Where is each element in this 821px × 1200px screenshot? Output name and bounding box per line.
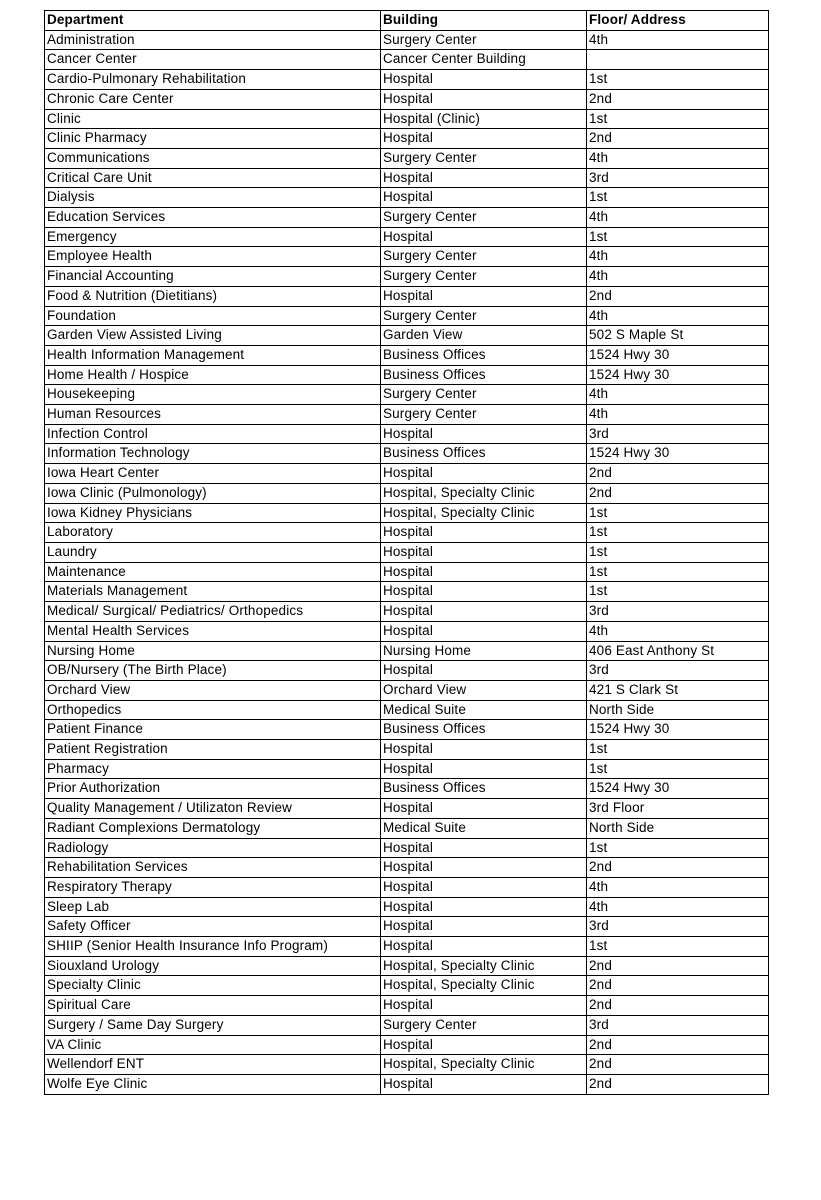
floor-address-cell <box>587 50 769 70</box>
table-row <box>45 345 769 365</box>
building-cell: Hospital, Specialty Clinic <box>381 483 587 503</box>
table-row <box>45 937 769 957</box>
floor-address-cell: 1st <box>587 582 769 602</box>
department-cell: Radiology <box>45 838 381 858</box>
department-cell: Infection Control <box>45 424 381 444</box>
floor-address-cell: 4th <box>587 148 769 168</box>
building-cell: Hospital <box>381 424 587 444</box>
floor-address-cell: 3rd <box>587 602 769 622</box>
floor-address-cell: 1st <box>587 759 769 779</box>
table-row <box>45 50 769 70</box>
building-cell: Hospital <box>381 897 587 917</box>
building-cell: Surgery Center <box>381 148 587 168</box>
floor-address-cell: 1st <box>587 227 769 247</box>
building-cell: Hospital <box>381 168 587 188</box>
floor-address-cell: 2nd <box>587 129 769 149</box>
table-row <box>45 858 769 878</box>
floor-address-cell: 2nd <box>587 464 769 484</box>
floor-address-cell: 1st <box>587 838 769 858</box>
department-cell: Foundation <box>45 306 381 326</box>
table-row <box>45 247 769 267</box>
floor-address-cell: 502 S Maple St <box>587 326 769 346</box>
table-row <box>45 1074 769 1094</box>
table-row <box>45 562 769 582</box>
building-cell: Hospital <box>381 523 587 543</box>
building-cell: Hospital <box>381 542 587 562</box>
floor-address-cell: 2nd <box>587 976 769 996</box>
floor-address-cell: 4th <box>587 385 769 405</box>
table-row <box>45 976 769 996</box>
table-row <box>45 405 769 425</box>
building-cell: Surgery Center <box>381 30 587 50</box>
building-cell: Hospital <box>381 188 587 208</box>
floor-address-cell: 1st <box>587 740 769 760</box>
building-cell: Hospital <box>381 1035 587 1055</box>
department-cell: Dialysis <box>45 188 381 208</box>
building-cell: Hospital, Specialty Clinic <box>381 976 587 996</box>
department-cell: Orchard View <box>45 680 381 700</box>
department-cell: Quality Management / Utilizaton Review <box>45 799 381 819</box>
department-cell: Administration <box>45 30 381 50</box>
table-row <box>45 129 769 149</box>
table-row <box>45 542 769 562</box>
department-cell: Materials Management <box>45 582 381 602</box>
building-cell: Hospital <box>381 464 587 484</box>
floor-address-cell: 3rd <box>587 1015 769 1035</box>
table-row <box>45 148 769 168</box>
table-row <box>45 523 769 543</box>
building-cell: Surgery Center <box>381 208 587 228</box>
building-cell: Hospital <box>381 562 587 582</box>
department-cell: Education Services <box>45 208 381 228</box>
table-row <box>45 227 769 247</box>
table-row <box>45 582 769 602</box>
building-cell: Hospital <box>381 799 587 819</box>
floor-address-cell: 406 East Anthony St <box>587 641 769 661</box>
building-cell: Business Offices <box>381 779 587 799</box>
floor-address-cell: 1st <box>587 503 769 523</box>
building-cell: Surgery Center <box>381 405 587 425</box>
department-cell: Human Resources <box>45 405 381 425</box>
floor-address-cell: 4th <box>587 306 769 326</box>
floor-address-cell: 2nd <box>587 286 769 306</box>
building-cell: Hospital, Specialty Clinic <box>381 956 587 976</box>
department-cell: Clinic Pharmacy <box>45 129 381 149</box>
department-cell: Information Technology <box>45 444 381 464</box>
department-cell: Orthopedics <box>45 700 381 720</box>
department-cell: Emergency <box>45 227 381 247</box>
building-cell: Surgery Center <box>381 267 587 287</box>
table-row <box>45 877 769 897</box>
floor-address-cell: 2nd <box>587 1074 769 1094</box>
table-row <box>45 956 769 976</box>
floor-address-cell: 4th <box>587 267 769 287</box>
department-cell: Wellendorf ENT <box>45 1055 381 1075</box>
table-row <box>45 602 769 622</box>
department-cell: Communications <box>45 148 381 168</box>
building-cell: Hospital <box>381 286 587 306</box>
department-cell: Patient Registration <box>45 740 381 760</box>
department-cell: Cardio-Pulmonary Rehabilitation <box>45 70 381 90</box>
floor-address-cell: 1st <box>587 562 769 582</box>
building-cell: Hospital <box>381 937 587 957</box>
building-cell: Business Offices <box>381 720 587 740</box>
department-cell: Respiratory Therapy <box>45 877 381 897</box>
floor-address-cell: 3rd <box>587 661 769 681</box>
table-row <box>45 30 769 50</box>
building-cell: Hospital <box>381 877 587 897</box>
building-cell: Surgery Center <box>381 385 587 405</box>
table-row <box>45 779 769 799</box>
department-cell: VA Clinic <box>45 1035 381 1055</box>
table-row <box>45 720 769 740</box>
department-cell: OB/Nursery (The Birth Place) <box>45 661 381 681</box>
floor-address-cell: 3rd <box>587 917 769 937</box>
floor-address-cell: 2nd <box>587 483 769 503</box>
building-cell: Hospital <box>381 602 587 622</box>
building-cell: Surgery Center <box>381 306 587 326</box>
building-cell: Hospital <box>381 1074 587 1094</box>
building-cell: Medical Suite <box>381 700 587 720</box>
department-cell: Laboratory <box>45 523 381 543</box>
building-cell: Cancer Center Building <box>381 50 587 70</box>
department-cell: Medical/ Surgical/ Pediatrics/ Orthopedics <box>45 602 381 622</box>
department-cell: Radiant Complexions Dermatology <box>45 818 381 838</box>
table-row <box>45 444 769 464</box>
department-cell: Mental Health Services <box>45 621 381 641</box>
building-cell: Hospital <box>381 129 587 149</box>
building-cell: Hospital <box>381 621 587 641</box>
floor-address-cell: 2nd <box>587 1055 769 1075</box>
building-cell: Nursing Home <box>381 641 587 661</box>
building-cell: Garden View <box>381 326 587 346</box>
table-row <box>45 503 769 523</box>
floor-address-cell: North Side <box>587 818 769 838</box>
floor-address-cell: 4th <box>587 877 769 897</box>
floor-address-cell: 3rd Floor <box>587 799 769 819</box>
department-cell: Garden View Assisted Living <box>45 326 381 346</box>
department-cell: Rehabilitation Services <box>45 858 381 878</box>
header-row <box>45 11 769 31</box>
department-cell: Nursing Home <box>45 641 381 661</box>
department-cell: Housekeeping <box>45 385 381 405</box>
department-cell: Iowa Clinic (Pulmonology) <box>45 483 381 503</box>
table-row <box>45 286 769 306</box>
floor-address-cell: 4th <box>587 247 769 267</box>
table-row <box>45 759 769 779</box>
table-row <box>45 917 769 937</box>
floor-address-cell: 3rd <box>587 168 769 188</box>
table-row <box>45 365 769 385</box>
table-row <box>45 326 769 346</box>
table-row <box>45 483 769 503</box>
floor-address-cell: 1st <box>587 542 769 562</box>
table-row <box>45 661 769 681</box>
floor-address-cell: 2nd <box>587 89 769 109</box>
table-row <box>45 109 769 129</box>
department-cell: Siouxland Urology <box>45 956 381 976</box>
floor-address-cell: 3rd <box>587 424 769 444</box>
department-cell: Safety Officer <box>45 917 381 937</box>
building-cell: Business Offices <box>381 365 587 385</box>
table-row <box>45 897 769 917</box>
building-cell: Business Offices <box>381 345 587 365</box>
table-row <box>45 818 769 838</box>
department-cell: Patient Finance <box>45 720 381 740</box>
table-row <box>45 1015 769 1035</box>
building-cell: Hospital <box>381 70 587 90</box>
floor-address-cell: 1524 Hwy 30 <box>587 720 769 740</box>
building-cell: Hospital <box>381 227 587 247</box>
department-cell: Financial Accounting <box>45 267 381 287</box>
floor-address-cell: 4th <box>587 897 769 917</box>
building-cell: Hospital, Specialty Clinic <box>381 1055 587 1075</box>
building-cell: Surgery Center <box>381 247 587 267</box>
table-row <box>45 267 769 287</box>
table-row <box>45 89 769 109</box>
department-cell: Pharmacy <box>45 759 381 779</box>
department-cell: Home Health / Hospice <box>45 365 381 385</box>
floor-address-cell: 1st <box>587 70 769 90</box>
floor-address-cell: 4th <box>587 208 769 228</box>
building-cell: Hospital <box>381 917 587 937</box>
floor-address-cell: 2nd <box>587 996 769 1016</box>
department-cell: Surgery / Same Day Surgery <box>45 1015 381 1035</box>
floor-address-cell: 1st <box>587 109 769 129</box>
floor-address-cell: 4th <box>587 621 769 641</box>
department-cell: Food & Nutrition (Dietitians) <box>45 286 381 306</box>
department-cell: Specialty Clinic <box>45 976 381 996</box>
department-cell: Clinic <box>45 109 381 129</box>
building-cell: Hospital (Clinic) <box>381 109 587 129</box>
table-row <box>45 1035 769 1055</box>
table-row <box>45 996 769 1016</box>
table-row <box>45 208 769 228</box>
floor-address-cell: 421 S Clark St <box>587 680 769 700</box>
floor-address-cell: 1st <box>587 937 769 957</box>
table-row <box>45 621 769 641</box>
floor-address-cell: 1524 Hwy 30 <box>587 365 769 385</box>
table-row <box>45 700 769 720</box>
department-cell: Wolfe Eye Clinic <box>45 1074 381 1094</box>
column-header-building: Building <box>381 11 587 31</box>
floor-address-cell: 1524 Hwy 30 <box>587 345 769 365</box>
table-row <box>45 306 769 326</box>
table-row <box>45 385 769 405</box>
building-cell: Orchard View <box>381 680 587 700</box>
table-row <box>45 799 769 819</box>
floor-address-cell: 4th <box>587 405 769 425</box>
building-cell: Hospital <box>381 858 587 878</box>
department-cell: Spiritual Care <box>45 996 381 1016</box>
building-cell: Medical Suite <box>381 818 587 838</box>
building-cell: Hospital <box>381 838 587 858</box>
floor-address-cell: 2nd <box>587 858 769 878</box>
floor-address-cell: 1524 Hwy 30 <box>587 444 769 464</box>
table-body <box>45 30 769 1094</box>
department-cell: Maintenance <box>45 562 381 582</box>
table-row <box>45 424 769 444</box>
building-cell: Hospital <box>381 740 587 760</box>
floor-address-cell: 1524 Hwy 30 <box>587 779 769 799</box>
department-cell: Sleep Lab <box>45 897 381 917</box>
table-row <box>45 464 769 484</box>
floor-address-cell: North Side <box>587 700 769 720</box>
building-cell: Hospital, Specialty Clinic <box>381 503 587 523</box>
department-cell: Laundry <box>45 542 381 562</box>
building-cell: Business Offices <box>381 444 587 464</box>
department-cell: Employee Health <box>45 247 381 267</box>
department-cell: SHIIP (Senior Health Insurance Info Program) <box>45 937 381 957</box>
department-cell: Iowa Heart Center <box>45 464 381 484</box>
table-row <box>45 1055 769 1075</box>
table-row <box>45 188 769 208</box>
building-cell: Hospital <box>381 661 587 681</box>
department-cell: Chronic Care Center <box>45 89 381 109</box>
department-cell: Cancer Center <box>45 50 381 70</box>
column-header-department: Department <box>45 11 381 31</box>
floor-address-cell: 4th <box>587 30 769 50</box>
department-cell: Critical Care Unit <box>45 168 381 188</box>
table-row <box>45 680 769 700</box>
column-header-floor-address: Floor/ Address <box>587 11 769 31</box>
table-row <box>45 168 769 188</box>
floor-address-cell: 2nd <box>587 956 769 976</box>
department-directory-table <box>44 10 769 1095</box>
building-cell: Surgery Center <box>381 1015 587 1035</box>
building-cell: Hospital <box>381 759 587 779</box>
table-row <box>45 641 769 661</box>
building-cell: Hospital <box>381 996 587 1016</box>
table-row <box>45 838 769 858</box>
building-cell: Hospital <box>381 89 587 109</box>
floor-address-cell: 1st <box>587 523 769 543</box>
floor-address-cell: 1st <box>587 188 769 208</box>
table-row <box>45 70 769 90</box>
department-cell: Prior Authorization <box>45 779 381 799</box>
floor-address-cell: 2nd <box>587 1035 769 1055</box>
building-cell: Hospital <box>381 582 587 602</box>
table-row <box>45 740 769 760</box>
department-cell: Health Information Management <box>45 345 381 365</box>
department-cell: Iowa Kidney Physicians <box>45 503 381 523</box>
